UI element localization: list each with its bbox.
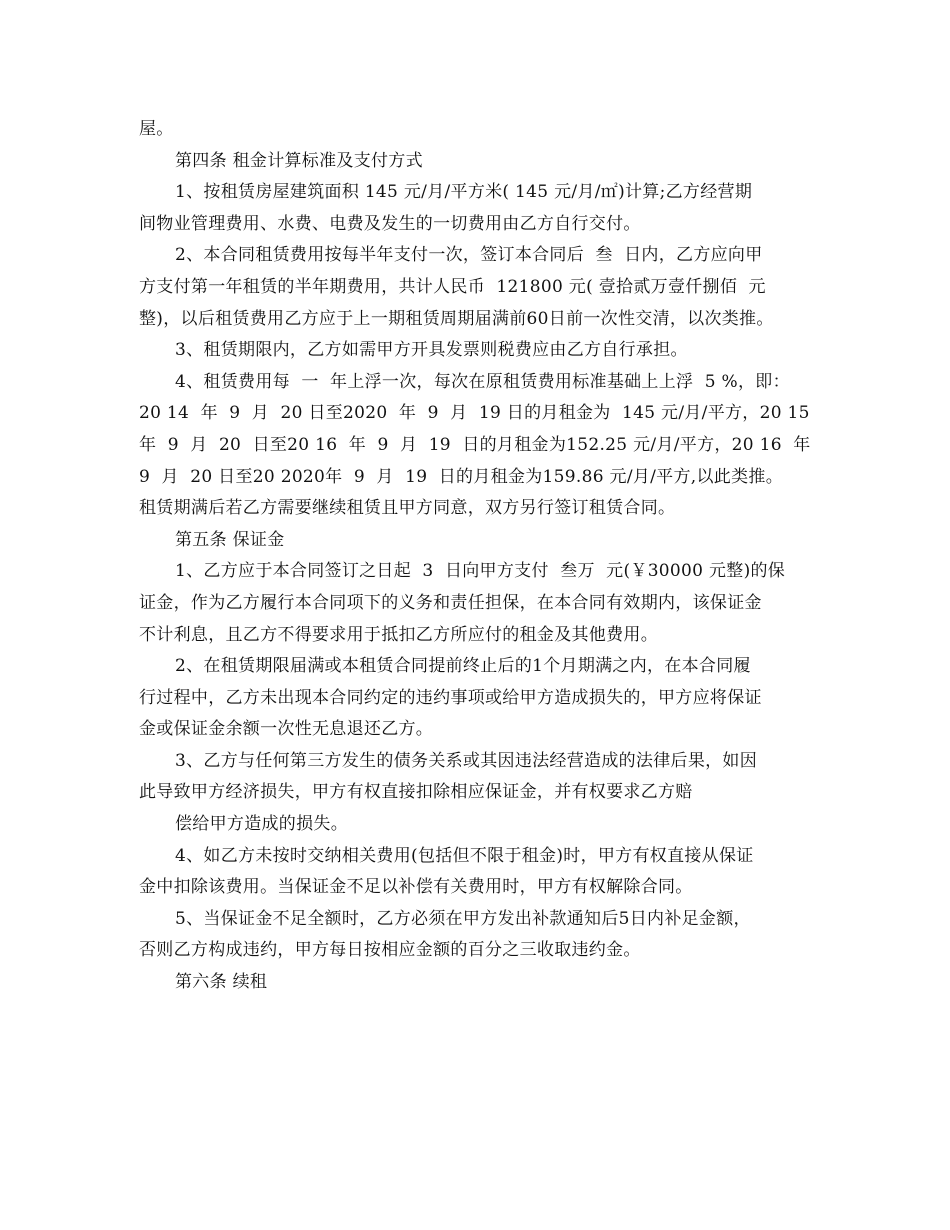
section-heading-4: 第四条 租金计算标准及支付方式	[175, 150, 423, 171]
text-line: 此导致甲方经济损失，甲方有权直接扣除相应保证金，并有权要求乙方赔	[139, 782, 693, 803]
text-line: 整)，以后租赁费用乙方应于上一期租赁周期届满前60日前一次性交清，以次类推。	[139, 308, 774, 329]
text-line: 屋。	[139, 119, 174, 139]
section-heading-6: 第六条 续租	[175, 972, 268, 993]
text-line: 9 月 20 日至20 2020年 9 月 19 日的月租金为159.86 元/月/平方,以此类推。	[139, 466, 783, 487]
text-line: 20 14 年 9 月 20 日至2020 年 9 月 19 日的月租金为 145 元/月/平方，20 15	[139, 403, 810, 424]
text-line: 证金，作为乙方履行本合同项下的义务和责任担保，在本合同有效期内，该保证金	[139, 592, 762, 613]
text-line: 3、乙方与任何第三方发生的债务关系或其因违法经营造成的法律后果，如因	[175, 750, 758, 771]
text-line: 金中扣除该费用。当保证金不足以补偿有关费用时，甲方有权解除合同。	[139, 877, 693, 898]
text-line: 否则乙方构成违约，甲方每日按相应金额的百分之三收取违约金。	[139, 940, 641, 961]
section-heading-5: 第五条 保证金	[175, 529, 285, 550]
text-line: 不计利息，且乙方不得要求用于抵扣乙方所应付的租金及其他费用。	[139, 624, 658, 645]
text-line: 行过程中，乙方未出现本合同约定的违约事项或给甲方造成损失的，甲方应将保证	[139, 687, 762, 708]
text-line: 5、当保证金不足全额时，乙方必须在甲方发出补款通知后5日内补足金额，	[175, 908, 751, 929]
text-line: 间物业管理费用、水费、电费及发生的一切费用由乙方自行交付。	[139, 213, 641, 234]
text-line: 租赁期满后若乙方需要继续租赁且甲方同意，双方另行签订租赁合同。	[139, 498, 676, 519]
text-line: 4、如乙方未按时交纳相关费用(包括但不限于租金)时，甲方有权直接从保证	[175, 845, 754, 866]
text-line: 4、租赁费用每 一 年上浮一次，每次在原租赁费用标准基础上上浮 5 %，即：	[175, 371, 790, 392]
text-line: 1、按租赁房屋建筑面积 145 元/月/平方米( 145 元/月/㎡)计算;乙方经营期	[175, 182, 753, 203]
text-line: 3、租赁期限内，乙方如需甲方开具发票则税费应由乙方自行承担。	[175, 340, 688, 361]
text-line: 方支付第一年租赁的半年期费用，共计人民币 121800 元( 壹拾贰万壹仟捌佰 元	[139, 276, 766, 297]
text-line: 年 9 月 20 日至20 16 年 9 月 19 日的月租金为152.25 元/月/平方，20 16 年	[139, 434, 811, 455]
text-line: 金或保证金余额一次性无息退还乙方。	[139, 719, 434, 740]
document-body	[139, 114, 819, 999]
text-line: 偿给甲方造成的损失。	[175, 814, 348, 835]
text-line: 1、乙方应于本合同签订之日起 3 日向甲方支付 叁万 元(￥30000 元整)的保	[175, 561, 786, 582]
text-line: 2、本合同租赁费用按每半年支付一次，签订本合同后 叁 日内，乙方应向甲	[175, 245, 763, 266]
text-line: 2、在租赁期限届满或本租赁合同提前终止后的1个月期满之内，在本合同履	[175, 656, 751, 677]
